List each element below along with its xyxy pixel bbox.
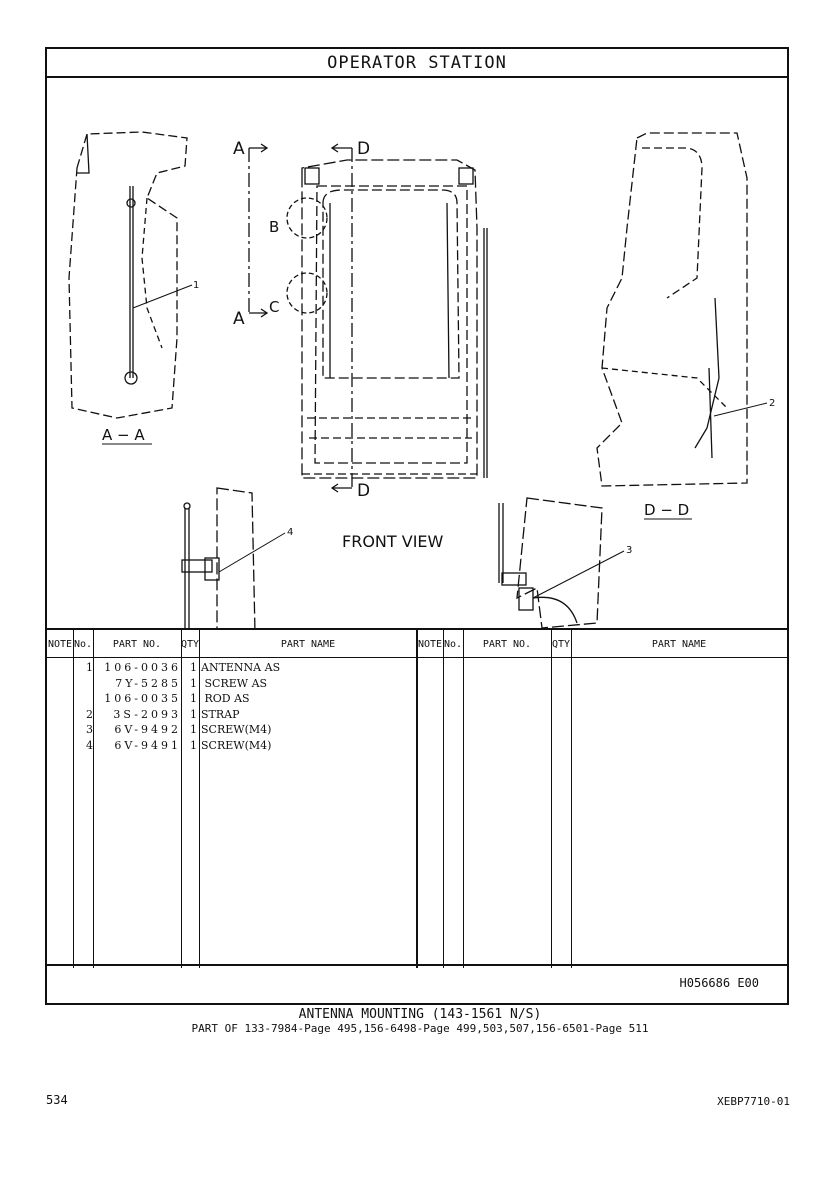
quantity: 1 — [190, 723, 197, 736]
parts-illustration — [47, 78, 787, 628]
table-row — [47, 707, 787, 723]
section-a-a-view — [69, 132, 199, 444]
part-number: 6V-9492 — [114, 723, 181, 736]
section-d-bottom: D — [357, 481, 371, 501]
header-partname-right: PART NAME — [651, 638, 707, 650]
quantity: 1 — [190, 692, 197, 705]
detail-c-view — [499, 498, 632, 628]
section-a-bottom: A — [233, 309, 245, 329]
section-d-d-label: D − D — [644, 501, 690, 519]
part-name: SCREW(M4) — [201, 738, 272, 752]
table-row — [47, 691, 787, 707]
item-number: 2 — [86, 707, 93, 721]
quantity: 1 — [190, 676, 197, 690]
part-number: 6V-9491 — [114, 738, 181, 752]
detail-b-marker: B — [269, 218, 280, 236]
callout-2: 2 — [769, 398, 776, 409]
table-row — [47, 660, 787, 676]
section-d-top: D — [357, 139, 371, 159]
item-number: 1 — [86, 661, 93, 674]
callout-4: 4 — [287, 527, 294, 538]
document-code: XEBP7710-01 — [717, 1095, 790, 1108]
item-number: 3 — [86, 723, 93, 736]
section-a-a-label: A − A — [102, 426, 145, 444]
part-name: ROD AS — [201, 692, 250, 705]
quantity: 1 — [190, 738, 197, 752]
table-row — [47, 722, 787, 738]
detail-c-marker: C — [269, 298, 280, 316]
detail-b-view — [182, 488, 293, 628]
caption-subtitle: PART OF 133-7984-Page 495,156-6498-Page 499,503,507,156-6501-Page 511 — [191, 1022, 649, 1035]
header-note-right: NOTE — [417, 638, 443, 650]
table-row — [47, 738, 787, 754]
page-number: 534 — [46, 1093, 68, 1107]
part-number: 7Y-5285 — [115, 676, 181, 690]
part-number: 106-0036 — [104, 661, 181, 674]
sheet-title: OPERATOR STATION — [47, 49, 787, 78]
header-no-left: No. — [73, 638, 93, 650]
sheet-footer — [47, 964, 787, 1003]
front-view-cab — [269, 160, 487, 551]
header-qty-left: QTY — [180, 638, 200, 650]
parts-table — [47, 628, 787, 968]
part-name: ANTENNA AS — [201, 661, 281, 674]
callout-1: 1 — [193, 280, 200, 291]
parts-sheet-frame — [45, 47, 789, 1005]
header-partno-left: PART NO. — [112, 638, 162, 650]
header-note-left: NOTE — [47, 638, 73, 650]
header-qty-right: QTY — [551, 638, 571, 650]
part-number: 3S-2093 — [113, 707, 181, 721]
section-a-top: A — [233, 139, 245, 159]
part-name: STRAP — [201, 707, 240, 721]
item-number: 4 — [86, 738, 93, 752]
header-partname-left: PART NAME — [280, 638, 336, 650]
section-d-d-view — [597, 133, 775, 519]
parts-rows — [47, 660, 787, 753]
table-row — [47, 676, 787, 692]
quantity: 1 — [190, 707, 197, 721]
drawing-number: H056686 E00 — [679, 976, 759, 990]
part-name: SCREW(M4) — [201, 723, 272, 736]
front-view-label: FRONT VIEW — [342, 532, 444, 551]
quantity: 1 — [190, 661, 197, 674]
header-partno-right: PART NO. — [482, 638, 532, 650]
part-name: SCREW AS — [201, 676, 268, 690]
caption-title: ANTENNA MOUNTING (143-1561 N/S) — [298, 1007, 542, 1022]
part-number: 106-0035 — [104, 692, 181, 705]
header-no-right: No. — [443, 638, 463, 650]
callout-3: 3 — [626, 545, 633, 556]
